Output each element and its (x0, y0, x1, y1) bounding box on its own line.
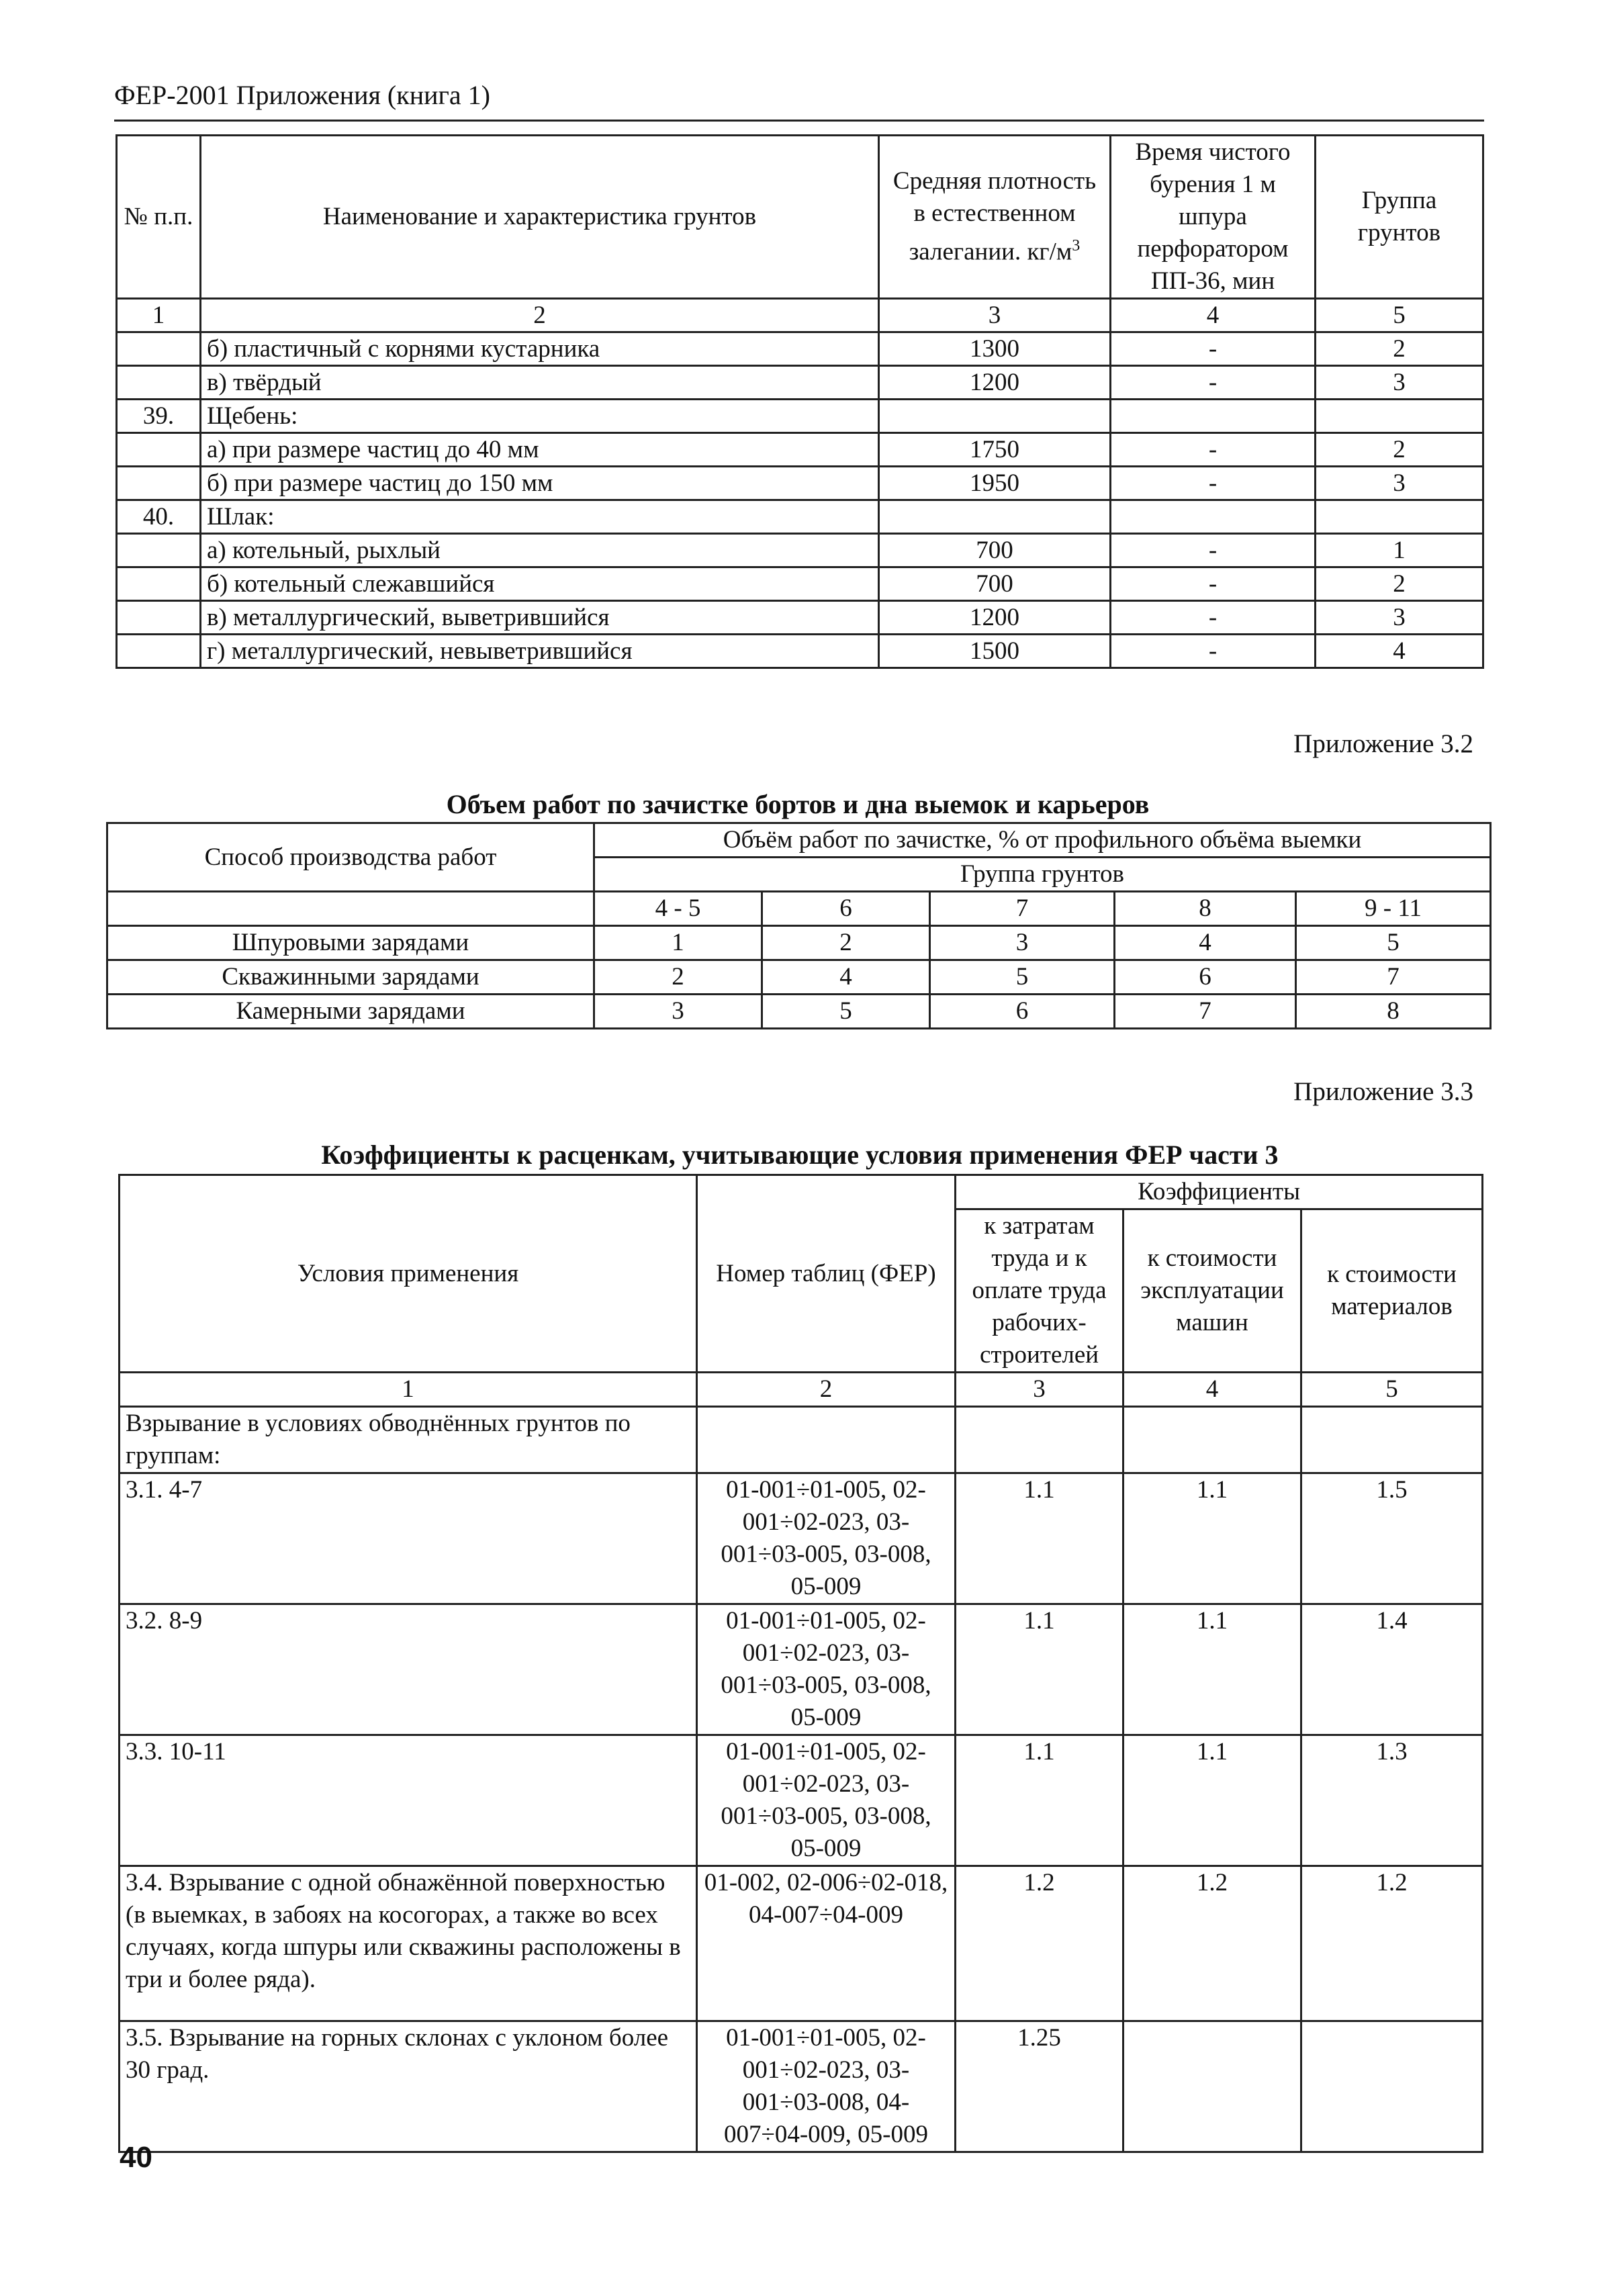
group-value (1316, 500, 1483, 534)
drill-time-value: - (1111, 433, 1316, 467)
soil-name: а) при размере частиц до 40 мм (201, 433, 879, 467)
col-number: 3 (956, 1373, 1124, 1407)
col-number: 4 (1124, 1373, 1301, 1407)
labor-coefficient: 1.1 (956, 1604, 1124, 1735)
table-numbers: 01-001÷01-005, 02-001÷02-023, 03-001÷03-005, 03-008, 05-009 (697, 1473, 956, 1604)
machines-coefficient (1124, 2021, 1301, 2152)
condition-text: 3.4. Взрывание с одной обнажённой поверхностью (в выемках, в забоях на косогорах, а также во всех случаях, когда шпуры или скважины расположены в три и более ряда). (120, 1866, 697, 2021)
col-header-group: Группа грунтов (594, 858, 1491, 892)
condition-text: 3.5. Взрывание на горных склонах с уклоном более 30 град. (120, 2021, 697, 2152)
materials-coefficient: 1.3 (1301, 1735, 1483, 1866)
method-name: Скважинными зарядами (107, 960, 594, 995)
volume-value: 2 (594, 960, 762, 995)
drill-time-value (1111, 400, 1316, 433)
group-label: 9 - 11 (1296, 892, 1491, 926)
group-label: 6 (762, 892, 930, 926)
col-number: 5 (1301, 1373, 1483, 1407)
volume-value: 7 (1115, 995, 1296, 1029)
col-header-density: Средняя плотность в естественном залегании. $кг/м^3$ (879, 136, 1111, 299)
table-row (117, 534, 1483, 567)
machines-coefficient: 1.1 (1124, 1735, 1301, 1866)
density-value: 1200 (879, 601, 1111, 635)
table-row (120, 1735, 1483, 1866)
col-header-machines: к стоимости эксплуатации машин (1124, 1209, 1301, 1373)
soil-name: б) пластичный с корнями кустарника (201, 332, 879, 366)
appendix-label: Приложение 3.3 (1293, 1077, 1473, 1106)
table-title: Объем работ по зачистке бортов и дна выемок и карьеров (446, 789, 1150, 819)
drill-time-value: - (1111, 332, 1316, 366)
materials-coefficient: 1.5 (1301, 1473, 1483, 1604)
header-rule (114, 120, 1484, 122)
row-number (117, 635, 201, 668)
group-value: 1 (1316, 534, 1483, 567)
group-value: 3 (1316, 467, 1483, 500)
empty-cell (697, 1407, 956, 1473)
table-row (117, 433, 1483, 467)
soil-name: б) при размере частиц до 150 мм (201, 467, 879, 500)
soil-name: г) металлургический, невыветрившийся (201, 635, 879, 668)
volume-value: 5 (762, 995, 930, 1029)
method-name: Шпуровыми зарядами (107, 926, 594, 960)
soil-name: Щебень: (201, 400, 879, 433)
labor-coefficient: 1.1 (956, 1473, 1124, 1604)
volume-value: 3 (594, 995, 762, 1029)
density-value: 1750 (879, 433, 1111, 467)
coefficients-table (118, 1174, 1483, 2153)
density-value: 700 (879, 534, 1111, 567)
table-row (120, 1473, 1483, 1604)
table-row (107, 960, 1491, 995)
col-number: 4 (1111, 299, 1316, 332)
row-number: 39. (117, 400, 201, 433)
volume-value: 3 (930, 926, 1115, 960)
table-numbers: 01-001÷01-005, 02-001÷02-023, 03-001÷03-005, 03-008, 05-009 (697, 1735, 956, 1866)
machines-coefficient: 1.1 (1124, 1604, 1301, 1735)
table-numbers: 01-001÷01-005, 02-001÷02-023, 03-001÷03-005, 03-008, 05-009 (697, 1604, 956, 1735)
soil-name: б) котельный слежавшийся (201, 567, 879, 601)
group-value: 2 (1316, 433, 1483, 467)
group-heading-cell: Взрывание в условиях обводнённых грунтов по группам: (120, 1407, 697, 1473)
empty-cell (107, 892, 594, 926)
materials-coefficient: 1.4 (1301, 1604, 1483, 1735)
table-row (107, 926, 1491, 960)
page-number: 40 (120, 2141, 152, 2174)
table-numbers: 01-001÷01-005, 02-001÷02-023, 03-001÷03-008, 04-007÷04-009, 05-009 (697, 2021, 956, 2152)
labor-coefficient: 1.2 (956, 1866, 1124, 2021)
density-value: 1300 (879, 332, 1111, 366)
table-row (117, 467, 1483, 500)
density-value (879, 500, 1111, 534)
group-value: 2 (1316, 332, 1483, 366)
table-row (120, 1866, 1483, 2021)
machines-coefficient: 1.2 (1124, 1866, 1301, 2021)
volume-value: 2 (762, 926, 930, 960)
group-label: 4 - 5 (594, 892, 762, 926)
density-value: 1950 (879, 467, 1111, 500)
row-number (117, 601, 201, 635)
soil-name: Шлак: (201, 500, 879, 534)
drill-time-value (1111, 500, 1316, 534)
col-header-labor: к затратам труда и к оплате труда рабочих-строителей (956, 1209, 1124, 1373)
table-numbers: 01-002, 02-006÷02-018, 04-007÷04-009 (697, 1866, 956, 2021)
condition-text: 3.2. 8-9 (120, 1604, 697, 1735)
soil-name: а) котельный, рыхлый (201, 534, 879, 567)
volume-value: 8 (1296, 995, 1491, 1029)
col-number: 1 (120, 1373, 697, 1407)
col-number: 5 (1316, 299, 1483, 332)
soil-table (116, 134, 1484, 669)
empty-cell (1301, 1407, 1483, 1473)
volume-value: 5 (930, 960, 1115, 995)
machines-coefficient: 1.1 (1124, 1473, 1301, 1604)
table-row (117, 366, 1483, 400)
drill-time-value: - (1111, 366, 1316, 400)
appendix-label: Приложение 3.2 (1293, 729, 1473, 758)
drill-time-value: - (1111, 567, 1316, 601)
density-value: 1200 (879, 366, 1111, 400)
row-number (117, 366, 201, 400)
col-header-materials: к стоимости материалов (1301, 1209, 1483, 1373)
group-value: 3 (1316, 366, 1483, 400)
volume-value: 5 (1296, 926, 1491, 960)
col-number: 2 (201, 299, 879, 332)
group-label: 7 (930, 892, 1115, 926)
condition-text: 3.3. 10-11 (120, 1735, 697, 1866)
table-row (117, 601, 1483, 635)
col-number: 2 (697, 1373, 956, 1407)
volume-value: 7 (1296, 960, 1491, 995)
col-header-group: Группа грунтов (1316, 136, 1483, 299)
row-number (117, 467, 201, 500)
row-number (117, 332, 201, 366)
labor-coefficient: 1.25 (956, 2021, 1124, 2152)
col-number: 3 (879, 299, 1111, 332)
drill-time-value: - (1111, 467, 1316, 500)
col-header-num: № п.п. (117, 136, 201, 299)
row-number (117, 567, 201, 601)
volume-value: 4 (1115, 926, 1296, 960)
volume-value: 6 (1115, 960, 1296, 995)
volume-value: 1 (594, 926, 762, 960)
row-number (117, 433, 201, 467)
col-header-method: Способ производства работ (107, 823, 594, 892)
labor-coefficient: 1.1 (956, 1735, 1124, 1866)
method-name: Камерными зарядами (107, 995, 594, 1029)
soil-name: в) твёрдый (201, 366, 879, 400)
condition-text: 3.1. 4-7 (120, 1473, 697, 1604)
table-row (120, 1604, 1483, 1735)
table-row (107, 995, 1491, 1029)
table-title: Коэффициенты к расценкам, учитывающие условия применения ФЕР части 3 (321, 1140, 1279, 1170)
materials-coefficient (1301, 2021, 1483, 2152)
materials-coefficient: 1.2 (1301, 1866, 1483, 2021)
table-row (117, 332, 1483, 366)
col-header-conditions: Условия применения (120, 1175, 697, 1373)
table-row (117, 500, 1483, 534)
table-row (117, 400, 1483, 433)
volume-value: 6 (930, 995, 1115, 1029)
col-header-table-no: Номер таблиц (ФЕР) (697, 1175, 956, 1373)
drill-time-value: - (1111, 534, 1316, 567)
table-row (120, 2021, 1483, 2152)
soil-name: в) металлургический, выветрившийся (201, 601, 879, 635)
col-header-name: Наименование и характеристика грунтов (201, 136, 879, 299)
col-header-coefficients: Коэффициенты (956, 1175, 1483, 1209)
col-header-volume: Объём работ по зачистке, % от профильного объёма выемки (594, 823, 1491, 858)
col-header-drill-time: Время чистого бурения 1 м шпура перфоратором ПП-36, мин (1111, 136, 1316, 299)
running-head: ФЕР-2001 Приложения (книга 1) (114, 80, 490, 110)
empty-cell (1124, 1407, 1301, 1473)
drill-time-value: - (1111, 635, 1316, 668)
group-value: 4 (1316, 635, 1483, 668)
cleanup-volume-table (106, 822, 1492, 1029)
density-value: 700 (879, 567, 1111, 601)
group-value (1316, 400, 1483, 433)
density-value: 1500 (879, 635, 1111, 668)
row-number (117, 534, 201, 567)
volume-value: 4 (762, 960, 930, 995)
col-number: 1 (117, 299, 201, 332)
table-row (117, 635, 1483, 668)
group-label: 8 (1115, 892, 1296, 926)
row-number: 40. (117, 500, 201, 534)
empty-cell (956, 1407, 1124, 1473)
group-value: 3 (1316, 601, 1483, 635)
drill-time-value: - (1111, 601, 1316, 635)
group-value: 2 (1316, 567, 1483, 601)
density-value (879, 400, 1111, 433)
table-row (117, 567, 1483, 601)
